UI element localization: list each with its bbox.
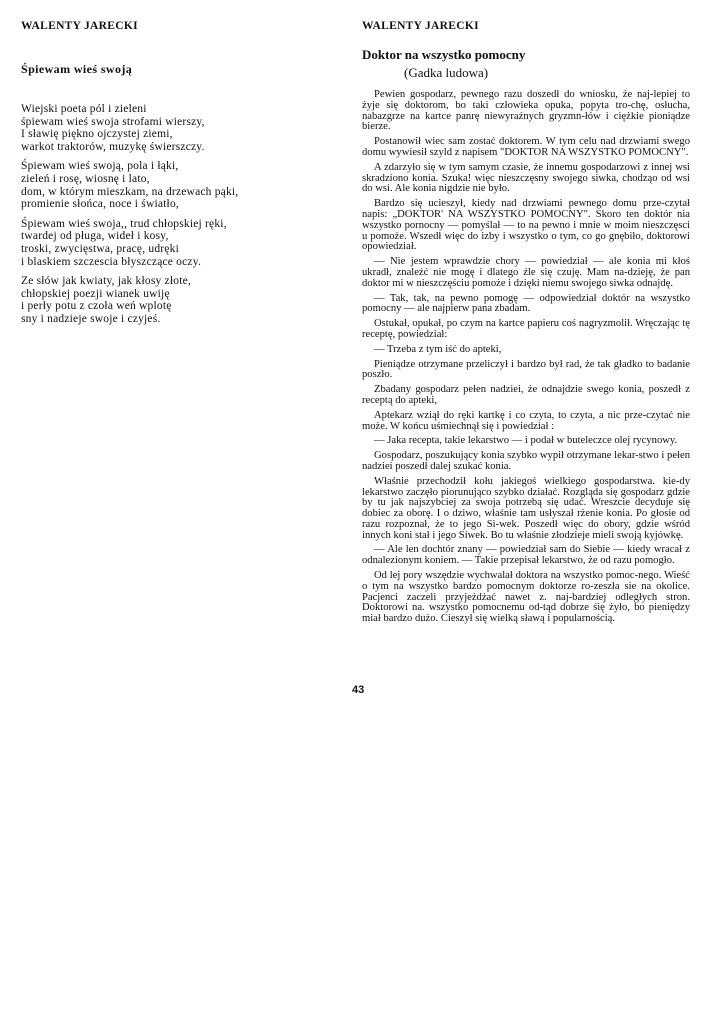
paragraph: Aptekarz wziął do ręki kartkę i co czyta, to czyta, a nic prze-czytać nie może. W końcu uśmiechnął się i powiedział :	[362, 409, 690, 432]
left-author: WALENTY JARECKI	[21, 20, 138, 32]
poem-line: i perły potu z czoła weń wplotę	[21, 300, 172, 313]
paragraph: Ostukał, opukał, po czym na kartce papieru coś nagryzmolił. Wręczając tę receptę, powiedział:	[362, 318, 690, 340]
paragraph: Właśnie przechodził kołu jakiegoś wielkiego gospodarstwa. kie-dy lekarstwo zaczęło piorunująco szybko działać. Rozgląda się gospodarz gdzie by tu jak najszybciej za swoja potrzebą się udać. Wreszcie decyduje się dobiec za oborę. I o dziwo, właśnie tam usłyszał rżenie konia. Po głosie od razu rozpoznał, że to jego Si-wek. Poszedł więc do obory, gdzie wśród innych koni stał i jego Siwek. Bo tu właśnie złodzieje mieli swoją kyjówkę.	[362, 475, 690, 541]
poem-line: Śpiewam wieś swoja,, trud chłopskiej ręki,	[21, 217, 227, 230]
stanza	[21, 160, 341, 210]
poem-line: promienie słońca, noce i światło,	[21, 198, 179, 211]
paragraph: — Tak, tak, na pewno pomogę — odpowiedział doktór na wszystko pomocny — ale najpierw pana zbadam.	[362, 292, 690, 315]
poem-line: sny i nadzieje swoje i czyjeś.	[21, 312, 161, 325]
poem-line: zieleń i rosę, wiosnę i lato,	[21, 172, 150, 185]
paragraph: Pieniądze otrzymane przeliczył i bardzo był rad, że tak gładko to badanie poszło.	[362, 358, 690, 381]
poem-line: twardej od pługa, wideł i kosy,	[21, 230, 169, 243]
story-body	[362, 90, 690, 625]
paragraph: A zdarzyło się w tym samym czasie, że innemu gospodarzowi z innej wsi skradziono konia. Szuka! więc nieszczęsny swojego siwka, chodząo od wsi do wsi. Ale konia nigdzie nie było.	[362, 161, 690, 195]
poem-stanzas	[21, 103, 341, 326]
paragraph: Od lej pory wszędzie wychwalał doktora na wszystko pomoc-nego. Wieść o tym na wszystko bardzo pomocnym doktorze ro-zeszła sie na okolice. Pacjenci zaczeli przyjeżdżać nawet z. naj-bardziej odległych stron. Doktorowi na. wszystko pomocnemu od-tąd dobrze śię żyło, bo pieniędzy miał bardzo dużo. Cieszył się wielką sławą i popularnością.	[362, 570, 690, 625]
paragraph: — Nie jestem wprawdzie chory — powiedział — ale konia mi kłoś ukradł, znaleźć nie mogę i dlatego źle się czuję. Mam na-dzieję, że pan doktor mi w nieszczęściu pomoże i dzięki niemu swojego siwka odnajdę.	[362, 256, 690, 289]
paragraph: Zbadany gospodarz pełen nadziei, że odnajdzie swego konia, poszedł z receptą do apteki,	[362, 384, 690, 406]
page-number: 43	[352, 684, 365, 696]
stanza	[21, 103, 341, 153]
paragraph: Gospodarz, poszukujący konia szybko wypił otrzymane lekar-stwo i pełen nadziei poszedł dalej szukać konia.	[362, 450, 690, 472]
poem-line: Śpiewam wieś swoją, pola i łąki,	[21, 160, 179, 173]
poem-line: Ze słów jak kwiaty, jak kłosy złote,	[21, 275, 191, 288]
right-column	[362, 20, 690, 629]
paragraph: — Ale len dochtór znany — powiedział sam do Siebie — kiedy wracał z odnalezionym koniem. — Takie przepisał lekarstwo, że od razu pomogło.	[362, 544, 690, 567]
paragraph: Bardzo się ucieszył, kiedy nad drzwiami pewnego domu prze-czytał napis: „DOKTOR' NA WSZYSTKO POMOCNY". Skoro ten doktór nia wszystko pornocny — pomyślał — to na pewno i mnie w moim nieszczęsci u pomoże. Wszedł więc do izby i wszystko o tym, co go gnębiło, doktorowi opowiedział.	[362, 198, 690, 253]
poem-line: warkot traktorów, muzykę świerszczy.	[21, 140, 205, 153]
stanza	[21, 275, 341, 325]
poem-line: chłopskiej poezji wianek uwiję	[21, 287, 170, 300]
paragraph: Postanowił wiec sam zostać doktorem. W tym celu nad drzwiami swego domu wywiesił szyld z napisem "DOKTOR NA WSZYSTKO POMOCNY".	[362, 136, 690, 158]
stanza	[21, 218, 341, 268]
poem-line: i blaskiem szczescia błyszczące oczy.	[21, 255, 202, 268]
right-author: WALENTY JARECKI	[362, 20, 479, 32]
poem-line: troski, zwycięstwa, pracę, udręki	[21, 242, 179, 255]
poem-line: I sławię pięknо ojczystej ziemi,	[21, 128, 173, 141]
paragraph: Pewien gospodarz, pewnego razu doszedł do wniosku, że naj-lepiej to żyje się doktorom, bo taki człowieka opuka, popyta tro-chę, osłucha, nabazgrze na kartce panrę niewyraźnych gryzmn-łów i ciężkie pioniądze bierze.	[362, 89, 690, 133]
poem-line: dom, w którym mieszkam, na drzewach pąki,	[21, 185, 239, 198]
story-subtitle: (Gadka ludowa)	[404, 65, 489, 80]
paragraph: — Jaka recepta, takie lekarstwo — i podał w buteleczce olej rycynowy.	[374, 435, 678, 447]
paragraph: — Trzeba z tym iść do apteki,	[374, 343, 502, 355]
story-title: Doktor na wszystko pomocny	[362, 47, 526, 62]
left-column	[21, 20, 341, 333]
poem-line: śpiewam wieś swoja strofami wierszy,	[21, 115, 205, 128]
poem-line: Wiejski poeta pól i zieleni	[21, 103, 147, 115]
poem-title: Śpiewam wieś swoją	[21, 62, 133, 76]
